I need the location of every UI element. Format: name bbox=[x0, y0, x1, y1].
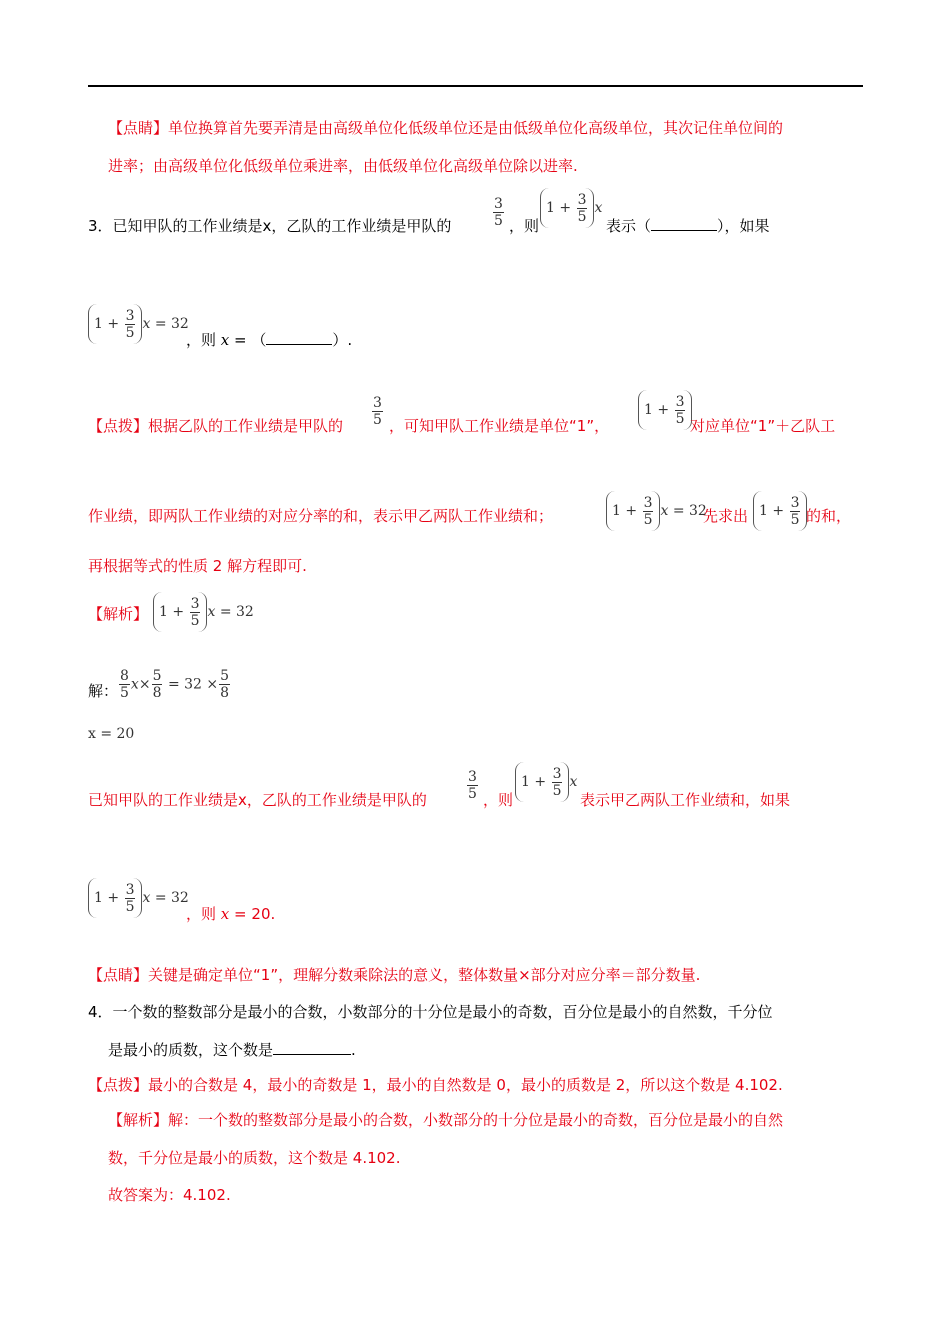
dianbo-line2c: 的和， bbox=[806, 507, 852, 525]
equation-32-b: 1 + $\frac{3}{5}$ x = 32 bbox=[606, 491, 707, 531]
answer-blank-2[interactable] bbox=[266, 330, 332, 345]
dianjing2: 【点睛】关键是确定单位“1”，理解分数乘除法的意义，整体数量×部分对应分率＝部分数量. bbox=[88, 966, 701, 984]
q3-line1: 3．已知甲队的工作业绩是x，乙队的工作业绩是甲队的 bbox=[88, 217, 452, 235]
q4-dianbo: 【点拨】最小的合数是 4，最小的奇数是 1，最小的自然数是 0，最小的质数是 2，所以这个数是 4.102. bbox=[88, 1076, 783, 1094]
dianbo-line2b: 先求出 bbox=[703, 507, 749, 525]
q4-line2: 是最小的质数，这个数是 . bbox=[108, 1041, 356, 1059]
fraction-3-5-c: $\frac{3}{5}$ bbox=[468, 769, 477, 802]
header-rule bbox=[88, 85, 863, 87]
dianbo-line1b: ，可知甲队工作业绩是单位“1”， bbox=[389, 417, 610, 435]
dianbo-line2: 作业绩，即两队工作业绩的对应分率的和，表示甲乙两队工作业绩和； bbox=[88, 507, 554, 525]
q4-answer: 故答案为：4.102. bbox=[108, 1186, 231, 1204]
dianbo-line1: 【点拨】根据乙队的工作业绩是甲队的 bbox=[88, 417, 344, 435]
answer-line2: ，则 x = 20. bbox=[186, 905, 276, 923]
answer-line1: 已知甲队的工作业绩是x，乙队的工作业绩是甲队的 bbox=[88, 791, 427, 809]
jiexi-tag: 【解析】 bbox=[88, 605, 149, 623]
q3-represent: 表示（ ），如果 bbox=[606, 217, 770, 235]
expr-1-plus-3-5-x: 1 + $\frac{3}{5}$ x bbox=[540, 188, 602, 228]
dianbo-line1c: 对应单位“1”＋乙队工 bbox=[690, 417, 836, 435]
q4-answer-blank[interactable] bbox=[273, 1040, 351, 1055]
q3-line2: ，则 x = （ ）. bbox=[186, 331, 353, 349]
answer-then: ，则 bbox=[483, 791, 514, 809]
equation-32-d: 1 + $\frac{3}{5}$ x = 32 bbox=[88, 878, 189, 918]
fraction-3-5-b: $\frac{3}{5}$ bbox=[373, 395, 382, 428]
dianjing-line1: 【点睛】单位换算首先要弄清是由高级单位化低级单位还是由低级单位化高级单位，其次记住单位间的 bbox=[108, 119, 784, 137]
dianbo-line3: 再根据等式的性质 2 解方程即可. bbox=[88, 557, 307, 575]
expr-paren-b: 1 + $\frac{3}{5}$ bbox=[638, 390, 692, 430]
q4-jiexi-line2: 数，千分位是最小的质数，这个数是 4.102. bbox=[108, 1149, 401, 1167]
answer-blank[interactable] bbox=[651, 216, 717, 231]
q4-jiexi-line1: 【解析】解：一个数的整数部分是最小的合数，小数部分的十分位是最小的奇数，百分位是最小的自然 bbox=[108, 1111, 784, 1129]
equation-32-c: 1 + $\frac{3}{5}$ x = 32 bbox=[153, 592, 254, 632]
equation-32: 1 + $\frac{3}{5}$ x = 32 bbox=[88, 304, 189, 344]
q4-line1: 4．一个数的整数部分是最小的合数，小数部分的十分位是最小的奇数，百分位是最小的自然数，千分位 bbox=[88, 1003, 773, 1021]
jie-label: 解： bbox=[88, 682, 119, 700]
answer-line1c: 表示甲乙两队工作业绩和，如果 bbox=[580, 791, 791, 809]
fraction-3-5: $\frac{3}{5}$ bbox=[494, 196, 503, 229]
x-equals-20: x = 20 bbox=[88, 726, 135, 742]
solve-step: $\frac{8}{5}$ x× $\frac{5}{8}$ = 32 × $\frac{5}{8}$ bbox=[120, 668, 230, 701]
expr-paren-d: 1 + $\frac{3}{5}$ x bbox=[515, 762, 577, 802]
expr-paren-c: 1 + $\frac{3}{5}$ bbox=[753, 491, 807, 531]
dianjing-line2: 进率；由高级单位化低级单位乘进率，由低级单位化高级单位除以进率. bbox=[108, 157, 578, 175]
q3-then: ，则 bbox=[509, 217, 540, 235]
